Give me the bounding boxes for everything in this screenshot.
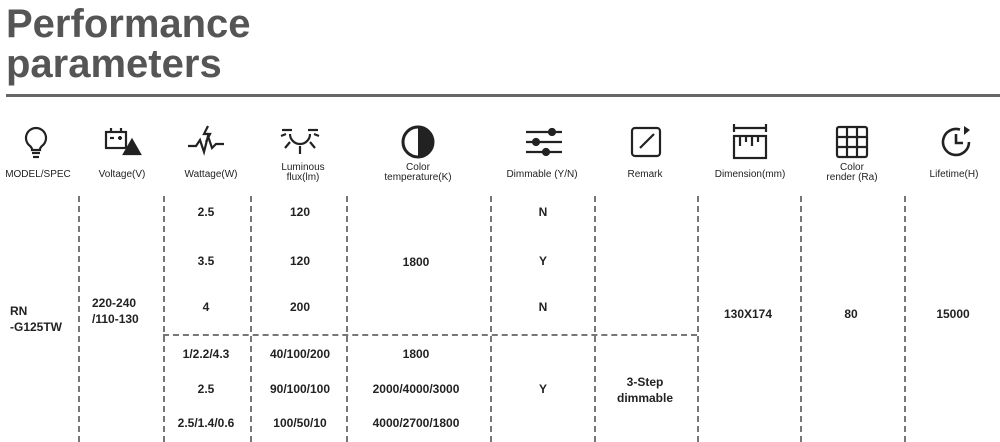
col-divider — [904, 196, 906, 442]
title-line-2: parameters — [6, 42, 222, 86]
remark-cell: 3-Step dimmable — [616, 375, 674, 405]
header-remark: Remark — [627, 169, 663, 180]
flux-cell: 100/50/10 — [273, 416, 327, 430]
flux-cell: 90/100/100 — [269, 382, 331, 396]
color-temp-cell: 1800 — [402, 255, 430, 269]
wattage-cell: 1/2.2/4.3 — [182, 347, 230, 361]
header-color-temp: Color temperature(K) — [384, 162, 452, 183]
header-dimmable: Dimmable (Y/N) — [506, 169, 578, 180]
col-divider — [697, 196, 699, 442]
col-divider — [594, 196, 596, 442]
edit-pencil-icon — [626, 122, 666, 162]
wattage-cell: 2.5/1.4/0.6 — [177, 416, 235, 430]
row-divider — [163, 334, 697, 336]
header-model: MODEL/SPEC — [5, 169, 71, 180]
col-divider — [490, 196, 492, 442]
wattage-cell: 4 — [202, 300, 210, 314]
color-render-cell: 80 — [844, 307, 858, 321]
lifetime-cell: 15000 — [936, 307, 970, 321]
flux-cell: 200 — [289, 300, 311, 314]
color-temp-cell: 4000/2700/1800 — [372, 416, 460, 430]
header-flux: Luminous flux(lm) — [281, 162, 325, 183]
dimmable-cell: Y — [538, 382, 548, 396]
color-temp-cell: 2000/4000/3000 — [372, 382, 460, 396]
sliders-icon — [524, 122, 564, 162]
col-divider — [250, 196, 252, 442]
half-circle-icon — [398, 122, 438, 162]
sun-rays-icon — [280, 122, 320, 162]
flux-cell: 120 — [289, 205, 311, 219]
wattage-cell: 2.5 — [197, 205, 215, 219]
lightbulb-icon — [16, 122, 56, 162]
col-divider — [78, 196, 80, 442]
grid-color-icon — [832, 122, 872, 162]
battery-warning-icon — [102, 122, 142, 162]
power-wave-icon — [186, 122, 226, 162]
col-divider — [163, 196, 165, 442]
dimension-cell: 130X174 — [723, 307, 773, 321]
header-dimension: Dimension(mm) — [714, 169, 786, 180]
header-wattage: Wattage(W) — [184, 169, 238, 180]
ruler-icon — [730, 122, 770, 162]
page-title — [6, 4, 251, 84]
col-divider — [800, 196, 802, 442]
header-lifetime: Lifetime(H) — [929, 169, 979, 180]
flux-cell: 120 — [289, 254, 311, 268]
dimmable-cell: Y — [538, 254, 548, 268]
dimmable-cell: N — [538, 205, 548, 219]
header-voltage: Voltage(V) — [98, 169, 146, 180]
color-temp-cell: 1800 — [402, 347, 430, 361]
title-line-1: Performance — [6, 2, 251, 46]
flux-cell: 40/100/200 — [269, 347, 331, 361]
model-cell: RN -G125TW — [10, 304, 63, 334]
wattage-cell: 2.5 — [197, 382, 215, 396]
col-divider — [346, 196, 348, 442]
voltage-cell: 220-240 /110-130 — [92, 296, 139, 326]
header-color-render: Color render (Ra) — [826, 162, 878, 183]
wattage-cell: 3.5 — [197, 254, 215, 268]
clock-refresh-icon — [936, 122, 976, 162]
title-rule — [6, 94, 1000, 97]
dimmable-cell: N — [538, 300, 548, 314]
